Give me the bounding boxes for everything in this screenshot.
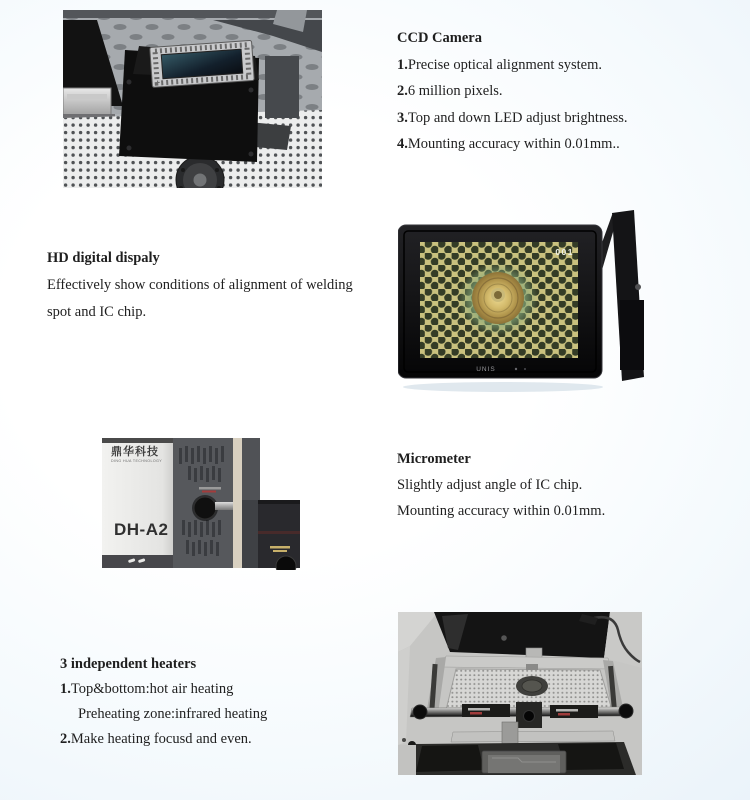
brand-panel — [102, 438, 173, 568]
right-column-bottom — [242, 500, 258, 568]
left-label-box — [462, 704, 510, 717]
viewed-component — [472, 272, 524, 324]
bezel-button — [524, 368, 526, 370]
center-knob — [524, 711, 535, 722]
right-knob — [619, 704, 633, 718]
feature-item — [397, 78, 628, 105]
hd-display-text — [47, 245, 353, 326]
feature-text: Make heating focusd and even. — [70, 731, 252, 747]
ccd-camera-text — [397, 25, 628, 158]
feature-item — [60, 677, 267, 702]
monitor-brand: UNIS — [476, 366, 496, 373]
feature-number: 1. — [60, 681, 71, 697]
tip-line-head-box — [258, 500, 300, 570]
feature-item — [397, 52, 628, 79]
model-number: DH-A2 — [114, 520, 169, 539]
feature-item — [60, 702, 267, 727]
feature-item — [397, 131, 628, 158]
right-label-box — [550, 705, 598, 718]
feature-text: Top&bottom:hot air heating — [70, 681, 234, 697]
description-line: Mounting accuracy within 0.01mm. — [397, 503, 606, 519]
section-heading: HD digital dispaly — [47, 250, 160, 266]
feature-text: Top and down LED adjust brightness. — [407, 109, 628, 126]
description-line: spot and IC chip. — [47, 304, 147, 320]
panel-divider-strip — [233, 438, 242, 568]
description-line: Effectively show conditions of alignment of welding — [47, 277, 353, 293]
ccd-camera-box — [119, 40, 259, 162]
section-heading: Micrometer — [397, 451, 471, 467]
feature-number: 4. — [397, 136, 408, 152]
power-led — [515, 368, 517, 370]
feature-number: 2. — [60, 731, 71, 747]
hd-monitor-photo — [398, 205, 652, 395]
micrometer-panel-photo — [102, 438, 300, 570]
description-line: Slightly adjust angle of IC chip. — [397, 477, 583, 493]
workstation-photo — [398, 612, 642, 775]
section-heading: 3 independent heaters — [60, 656, 197, 672]
section-heading: CCD Camera — [397, 30, 482, 46]
feature-text: 6 million pixels. — [407, 83, 503, 99]
feature-text: Preheating zone:infrared heating — [78, 706, 268, 722]
touchscreen — [482, 751, 566, 773]
camera-sensor-window — [150, 40, 255, 87]
feature-number: 2. — [397, 83, 408, 99]
monitor-screen — [420, 242, 578, 358]
left-knob — [413, 705, 427, 719]
feature-text: Mounting accuracy within 0.01mm.. — [407, 136, 620, 152]
monitor-shadow — [403, 382, 603, 392]
brand-chinese: 鼎华科技 — [111, 445, 159, 458]
front-housing — [404, 742, 636, 775]
feature-item — [397, 105, 628, 132]
osd-code: 001 — [555, 247, 574, 257]
micrometer-text — [397, 446, 605, 524]
right-column — [265, 56, 299, 118]
linear-rail — [63, 88, 115, 120]
brand-english: DING HUA TECHNOLOGY — [111, 459, 163, 463]
ccd-camera-photo — [63, 10, 322, 188]
feature-number: 3. — [397, 109, 408, 126]
feature-number: 1. — [397, 56, 408, 73]
heaters-text — [60, 652, 267, 752]
feature-text: Precise optical alignment system. — [407, 56, 602, 73]
right-column-top — [242, 438, 260, 500]
feature-item — [60, 727, 267, 752]
